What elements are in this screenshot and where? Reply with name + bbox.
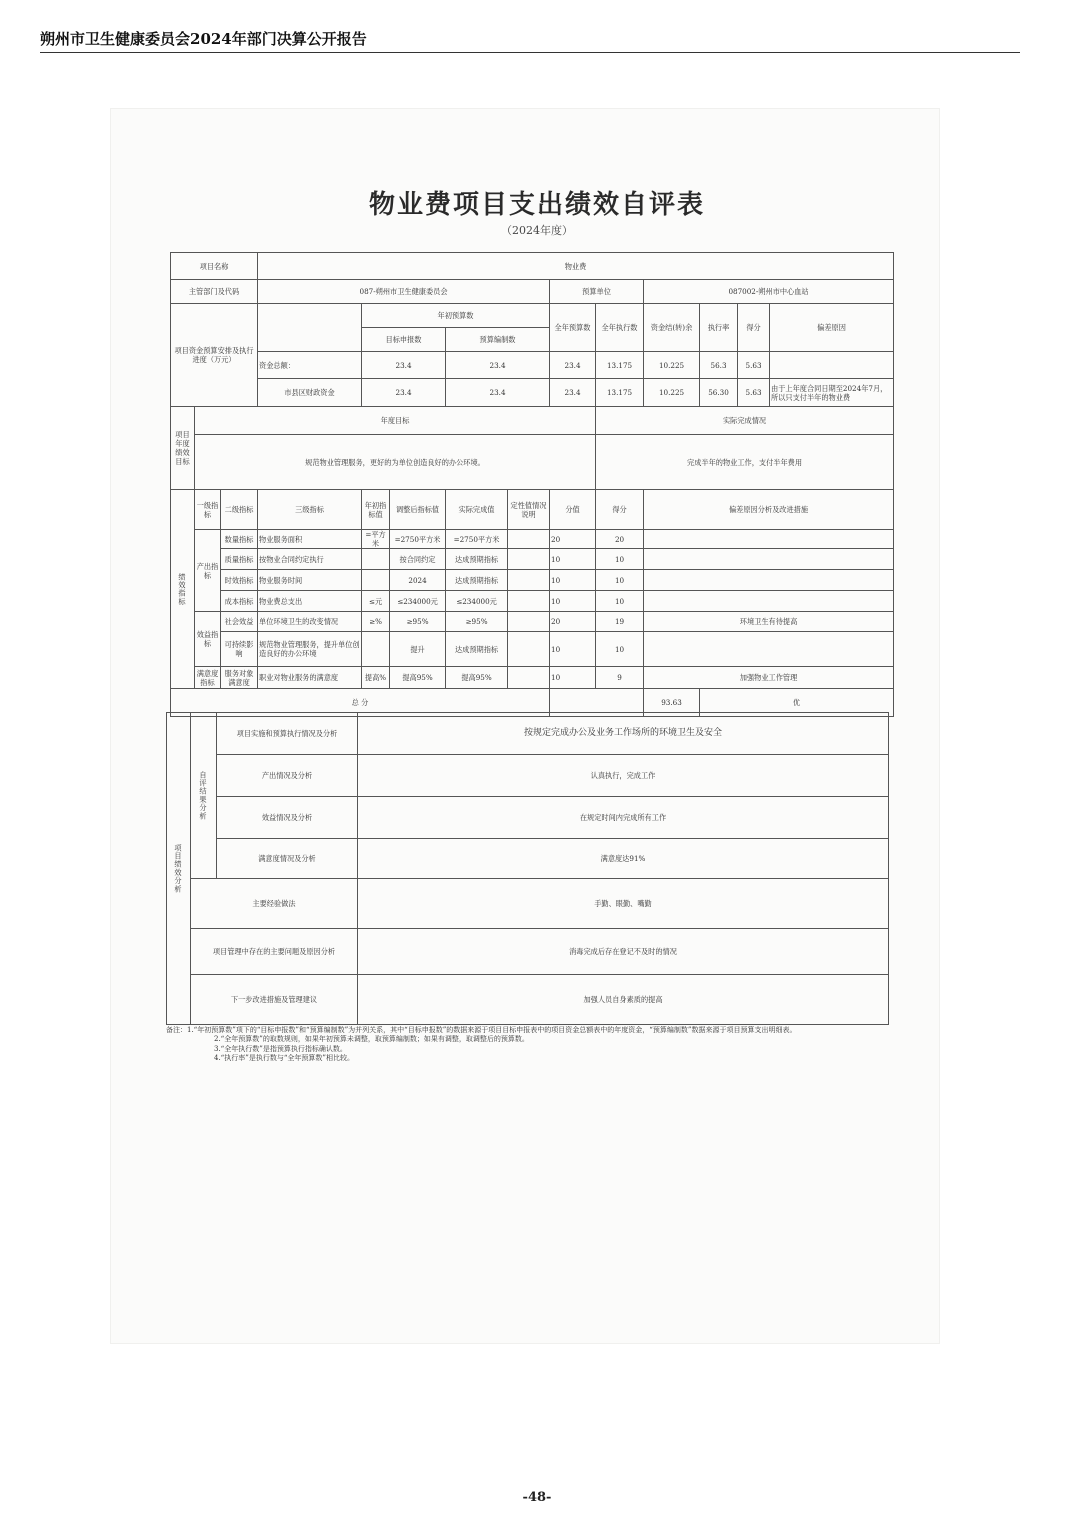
total-exec: 13.175 [596,352,644,379]
h-ind-score: 得分 [596,490,644,530]
unit-label: 预算单位 [550,280,644,304]
total-compiled: 23.4 [446,352,550,379]
note-line: 备注：1.“年初预算数”项下的“目标申报数”和“预算编制数”为并列关系，其中“目标申报数”的数据来源于项目目标申报表中的项目资金总额表中的年度资金，“预算编制数”数据来源于项目预算支出明细表。 [166,1026,797,1034]
goal-text: 规范物业管理服务，更好的为单位创造良好的办公环境。 [195,435,596,490]
l3-cell: 单位环境卫生的改变情况 [258,612,362,632]
adjusted-cell: =2750平方米 [390,530,446,549]
analysis-item-value: 满意度达91% [358,839,889,879]
total-funds-label: 资金总额： [258,352,362,379]
total-annual: 23.4 [550,352,596,379]
dept-label: 主管部门及代码 [171,280,258,304]
analysis-item-value: 认真执行，完成工作 [358,755,889,797]
analysis-label: 项目绩效分析 [167,713,191,1025]
adjusted-cell: 提高95% [390,667,446,689]
initial-cell [362,549,390,570]
weight-cell: 10 [550,570,596,591]
total-declared: 23.4 [362,352,446,379]
weight-cell: 10 [550,549,596,570]
table-row [171,570,894,591]
actual-cell: 达成预期指标 [446,549,508,570]
weight-cell: 10 [550,632,596,667]
form-title: 物业费项目支出绩效自评表 [368,190,705,220]
h-balance: 资金结(转)余 [644,304,700,352]
l2-cell: 质量指标 [221,549,258,570]
group-benefit: 效益指标 [195,612,221,667]
h-annual-budget: 全年预算数 [550,304,596,352]
actual-cell: 达成预期指标 [446,570,508,591]
h-l2: 二级指标 [221,490,258,530]
analysis-extra-label: 项目管理中存在的主要问题及原因分析 [191,929,358,975]
note-line: 2.“全年预算数”的取数规则，如果年初预算未调整，取预算编制数；如果有调整，取调整后的预算数。 [214,1035,529,1044]
analysis-item-value: 在规定时间内完成所有工作 [358,797,889,839]
h-initial-budget: 年初预算数 [362,304,550,328]
header-divider [40,52,1020,53]
group-output: 产出指标 [195,530,221,612]
h-exec: 全年执行数 [596,304,644,352]
city-exec: 13.175 [596,379,644,407]
adjusted-cell: 按合同约定 [390,549,446,570]
table-row [171,632,894,667]
project-name: 物业费 [258,253,894,280]
qual-cell [508,667,550,689]
reason-cell [644,570,894,591]
actual-cell: ≥95% [446,612,508,632]
h-goal: 年度目标 [195,407,596,435]
reason-cell: 环境卫生有待提高 [644,612,894,632]
city-score: 5.63 [738,379,770,407]
l3-cell: 物业服务面积 [258,530,362,549]
l3-cell: 按物业合同约定执行 [258,549,362,570]
h-actual-value: 实际完成值 [446,490,508,530]
qual-cell [508,612,550,632]
project-name-label: 项目名称 [171,253,258,280]
note-line: 3.“全年执行数”是指预算执行指标确认数。 [214,1044,347,1053]
adjusted-cell: ≤234000元 [390,591,446,612]
city-rate: 56.30 [700,379,738,407]
city-funds-label: 市县区财政资金 [258,379,362,407]
initial-cell: 提高% [362,667,390,689]
l3-cell: 职业对物业服务的满意度 [258,667,362,689]
total-score: 5.63 [738,352,770,379]
city-compiled: 23.4 [446,379,550,407]
l2-cell: 时效指标 [221,570,258,591]
h-rate: 执行率 [700,304,738,352]
unit-value: 087002-朔州市中心血站 [644,280,894,304]
analysis-extra-label: 主要经验做法 [191,879,358,929]
h-qual: 定性值情况说明 [508,490,550,530]
h-ind-reason: 偏差原因分析及改进措施 [644,490,894,530]
score-cell: 19 [596,612,644,632]
total-reason [770,352,894,379]
qual-cell [508,549,550,570]
form-year: （2024年度） [501,224,573,237]
h-score: 得分 [738,304,770,352]
score-cell: 10 [596,549,644,570]
qual-cell [508,632,550,667]
weight-cell: 10 [550,591,596,612]
initial-cell [362,570,390,591]
total-score-value: 93.63 [644,689,700,717]
actual-cell: 提高95% [446,667,508,689]
self-eval-label: 自评结果分析 [191,713,217,879]
total-label: 总 分 [171,689,550,717]
notes [166,1026,888,1064]
l2-cell: 可持续影响 [221,632,258,667]
analysis-table [166,712,888,1025]
actual-text: 完成半年的物业工作，支付半年费用 [596,435,894,490]
h-weight: 分值 [550,490,596,530]
reason-cell [644,591,894,612]
analysis-item-label: 产出情况及分析 [217,755,358,797]
qual-cell [508,530,550,549]
qual-cell [508,570,550,591]
adjusted-cell: 2024 [390,570,446,591]
table-row [171,591,894,612]
analysis-item-label: 效益情况及分析 [217,797,358,839]
analysis-item-label: 满意度情况及分析 [217,839,358,879]
table-row [171,667,894,689]
initial-cell [362,632,390,667]
analysis-item-label: 项目实施和预算执行情况及分析 [217,713,358,755]
initial-cell: ≥% [362,612,390,632]
report-header: 朔州市卫生健康委员会2024年部门决算公开报告 [40,30,367,48]
score-cell: 20 [596,530,644,549]
h-adjusted: 调整后指标值 [390,490,446,530]
group-satisfaction: 满意度指标 [195,667,221,689]
score-cell: 9 [596,667,644,689]
h-declared: 目标申报数 [362,328,446,352]
l3-cell: 规范物业管理服务，提升单位创造良好的办公环境 [258,632,362,667]
h-compiled: 预算编制数 [446,328,550,352]
h-initial: 年初指标值 [362,490,390,530]
score-cell: 10 [596,570,644,591]
adjusted-cell: 提升 [390,632,446,667]
weight-cell: 20 [550,530,596,549]
table-row [171,549,894,570]
table-row [171,612,894,632]
score-cell: 10 [596,591,644,612]
analysis-extra-value: 加强人员自身素质的提高 [358,975,889,1025]
l2-cell: 服务对象满意度 [221,667,258,689]
actual-cell: 达成预期指标 [446,632,508,667]
page-number: -48- [522,1490,552,1505]
h-reason: 偏差原因 [770,304,894,352]
l2-cell: 数量指标 [221,530,258,549]
h-l3: 三级指标 [258,490,362,530]
dept-value: 087-朔州市卫生健康委员会 [258,280,550,304]
reason-cell [644,530,894,549]
l2-cell: 成本指标 [221,591,258,612]
total-rate: 56.3 [700,352,738,379]
qual-cell [508,591,550,612]
actual-cell: =2750平方米 [446,530,508,549]
grade-value: 优 [700,689,894,717]
reason-cell [644,549,894,570]
analysis-extra-label: 下一步改进措施及管理建议 [191,975,358,1025]
l2-cell: 社会效益 [221,612,258,632]
actual-cell: ≤234000元 [446,591,508,612]
city-reason: 由于上年度合同日期至2024年7月，所以只支付半年的物业费 [770,379,894,407]
note-line: 4.“执行率”是执行数与“全年预算数”相比较。 [214,1054,354,1063]
analysis-extra-value: 消毒完成后存在登记不及时的情况 [358,929,889,975]
evaluation-table [170,252,893,717]
adjusted-cell: ≥95% [390,612,446,632]
initial-cell: ≤元 [362,591,390,612]
analysis-item-value: 按规定完成办公及业务工作场所的环境卫生及安全 [358,713,889,755]
h-actual: 实际完成情况 [596,407,894,435]
h-l1: 一级指标 [195,490,221,530]
weight-cell: 10 [550,667,596,689]
indicators-label: 绩效指标 [171,490,195,689]
city-annual: 23.4 [550,379,596,407]
reason-cell [644,632,894,667]
budget-blank [258,304,362,352]
table-row [171,530,894,549]
city-declared: 23.4 [362,379,446,407]
l3-cell: 物业服务时间 [258,570,362,591]
goal-label: 项目年度绩效目标 [171,407,195,490]
total-balance: 10.225 [644,352,700,379]
budget-label: 项目资金预算安排及执行进度（万元） [171,304,258,407]
weight-cell: 20 [550,612,596,632]
analysis-extra-value: 手勤、眼勤、嘴勤 [358,879,889,929]
l3-cell: 物业费总支出 [258,591,362,612]
city-balance: 10.225 [644,379,700,407]
initial-cell: =平方米 [362,530,390,549]
score-cell: 10 [596,632,644,667]
reason-cell: 加强物业工作管理 [644,667,894,689]
